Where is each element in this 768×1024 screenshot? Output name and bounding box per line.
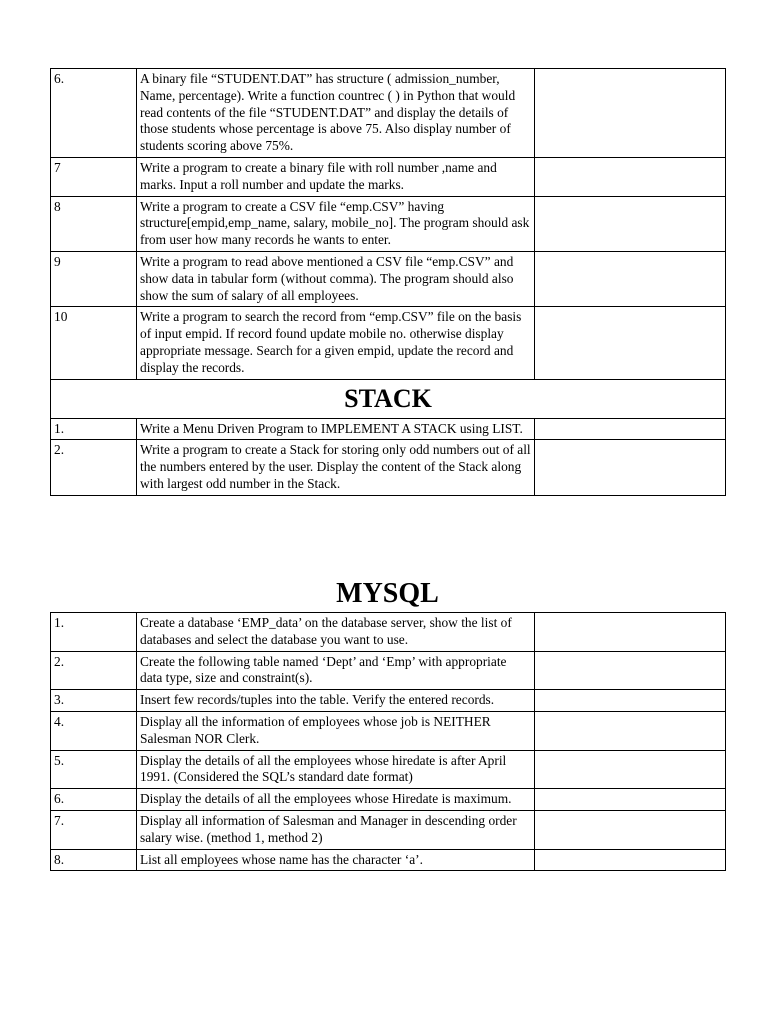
table-row [51, 196, 726, 251]
item-number: 1. [51, 613, 137, 652]
table-row [51, 849, 726, 871]
table-row [51, 750, 726, 789]
item-number: 8 [51, 196, 137, 251]
mysql-list-table [50, 612, 726, 871]
table-row [51, 251, 726, 306]
item-description: Display the details of all the employees whose hiredate is after April 1991. (Considered the SQL’s standard date format) [137, 750, 535, 789]
item-description: Display all the information of employees whose job is NEITHER Salesman NOR Clerk. [137, 711, 535, 750]
remarks-cell [535, 251, 726, 306]
table-row [51, 789, 726, 811]
remarks-cell [535, 69, 726, 158]
item-number: 6. [51, 789, 137, 811]
item-number: 7. [51, 810, 137, 849]
item-number: 1. [51, 418, 137, 440]
item-description: List all employees whose name has the character ‘a’. [137, 849, 535, 871]
section-heading-row [51, 379, 726, 418]
remarks-cell [535, 196, 726, 251]
table-row [51, 711, 726, 750]
item-description: Create a database ‘EMP_data’ on the database server, show the list of databases and select the database you want to use. [137, 613, 535, 652]
item-description: Display the details of all the employees whose Hiredate is maximum. [137, 789, 535, 811]
item-number: 7 [51, 157, 137, 196]
table-row [51, 157, 726, 196]
item-description: Write a program to read above mentioned a CSV file “emp.CSV” and show data in tabular form (without comma). The program should also show the sum of salary of all employees. [137, 251, 535, 306]
item-number: 6. [51, 69, 137, 158]
mysql-heading: MYSQL [336, 578, 439, 609]
table-row [51, 651, 726, 690]
remarks-cell [535, 810, 726, 849]
remarks-cell [535, 418, 726, 440]
item-number: 2. [51, 440, 137, 495]
item-description: Display all information of Salesman and Manager in descending order salary wise. (method 1, method 2) [137, 810, 535, 849]
program-list-table [50, 68, 726, 496]
item-description: Insert few records/tuples into the table. Verify the entered records. [137, 690, 535, 712]
item-description: Write a program to search the record from “emp.CSV” file on the basis of input empid. If record found update mobile no. otherwise display appropriate message. Search for a given empid, update the record and display the records. [137, 307, 535, 379]
item-description: A binary file “STUDENT.DAT” has structure ( admission_number, Name, percentage). Write a function countrec ( ) in Python that would read contents of the file “STUDENT.DAT” and display the details of those students whose percentage is above 75. Also display number of students scoring above 75%. [137, 69, 535, 158]
table-row [51, 810, 726, 849]
item-description: Write a program to create a CSV file “emp.CSV” having structure[empid,emp_name, salary, mobile_no]. The program should ask from user how many records he wants to enter. [137, 196, 535, 251]
table-row [51, 613, 726, 652]
remarks-cell [535, 157, 726, 196]
item-number: 4. [51, 711, 137, 750]
item-number: 5. [51, 750, 137, 789]
remarks-cell [535, 789, 726, 811]
item-description: Write a program to create a binary file with roll number ,name and marks. Input a roll number and update the marks. [137, 157, 535, 196]
remarks-cell [535, 440, 726, 495]
item-number: 9 [51, 251, 137, 306]
item-description: Write a program to create a Stack for storing only odd numbers out of all the numbers entered by the user. Display the content of the Stack along with largest odd number in the Stack. [137, 440, 535, 495]
table-row [51, 690, 726, 712]
remarks-cell [535, 651, 726, 690]
item-description: Write a Menu Driven Program to IMPLEMENT A STACK using LIST. [137, 418, 535, 440]
stack-heading: STACK [51, 379, 726, 418]
table-row [51, 440, 726, 495]
item-number: 10 [51, 307, 137, 379]
remarks-cell [535, 307, 726, 379]
table-row [51, 69, 726, 158]
remarks-cell [535, 849, 726, 871]
remarks-cell [535, 711, 726, 750]
item-number: 8. [51, 849, 137, 871]
item-number: 3. [51, 690, 137, 712]
table-row [51, 307, 726, 379]
item-description: Create the following table named ‘Dept’ and ‘Emp’ with appropriate data type, size and constraint(s). [137, 651, 535, 690]
remarks-cell [535, 690, 726, 712]
remarks-cell [535, 750, 726, 789]
table-row [51, 418, 726, 440]
item-number: 2. [51, 651, 137, 690]
remarks-cell [535, 613, 726, 652]
